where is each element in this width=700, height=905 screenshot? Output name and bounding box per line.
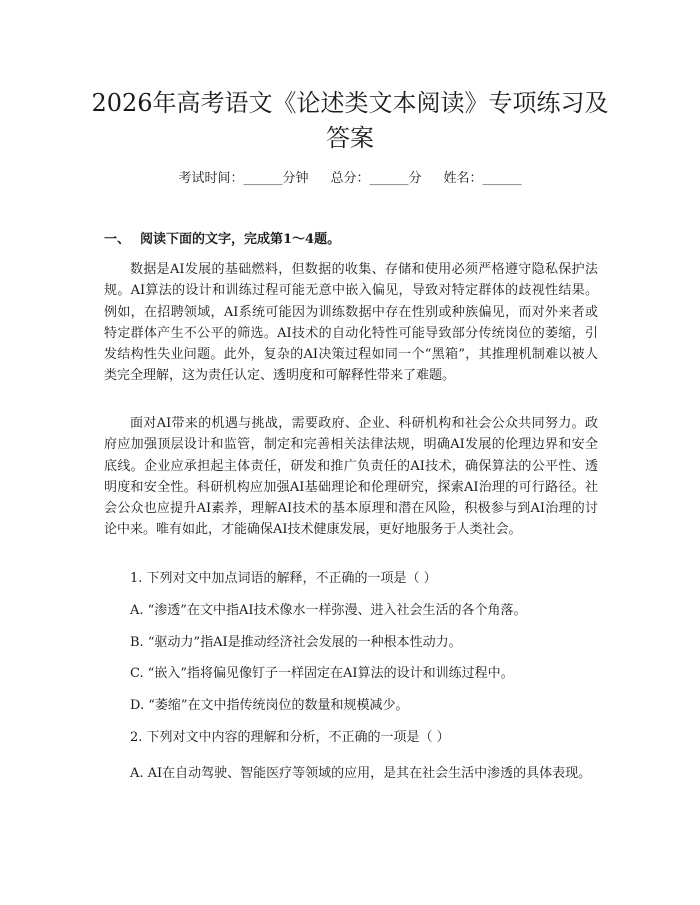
exam-info-line	[90, 170, 610, 188]
page-title: 2026年高考语文《论述类文本阅读》专项练习及答案	[91, 89, 609, 152]
answer-option: C. “嵌入”指将偏见像钉子一样固定在AI算法的设计和训练过程中。	[130, 666, 514, 681]
answer-option: B. “驱动力”指AI是推动经济社会发展的一种根本性动力。	[130, 635, 462, 650]
section-heading	[104, 231, 340, 249]
question-stem: 1. 下列对文中加点词语的解释，不正确的一项是（ ）	[130, 571, 437, 586]
exam-time-field: 考试时间：______分钟	[178, 171, 309, 186]
section-number: 一、	[104, 232, 131, 247]
student-name-field: 姓名：______	[443, 171, 522, 186]
question-stem: 2. 下列对文中内容的理解和分析，不正确的一项是（ ）	[130, 730, 450, 745]
passage-paragraph: 面对AI带来的机遇与挑战，需要政府、企业、科研机构和社会公众共同努力。政府应加强顶层设计和监管，制定和完善相关法律法规，明确AI发展的伦理边界和安全底线。企业应承担起主体责任，研发和推广负责任的AI技术，确保算法的公平性、透明度和安全性。科研机构应加强AI基础理论和伦理研究，探索AI治理的可行路径。社会公众也应提升AI素养，理解AI技术的基本原理和潜在风险，积极参与到AI治理的讨论中来。唯有如此，才能确保AI技术健康发展，更好地服务于人类社会。	[104, 416, 598, 538]
total-score-field: 总分：______分	[330, 171, 422, 186]
section-instruction: 阅读下面的文字，完成第1～4题。	[140, 232, 341, 247]
passage-paragraph: 数据是AI发展的基础燃料，但数据的收集、存储和使用必须严格遵守隐私保护法规。AI算法的设计和训练过程可能无意中嵌入偏见，导致对特定群体的歧视性结果。例如，在招聘领域，AI系统可能因为训练数据中存在性别或种族偏见，而对外来者或特定群体产生不公平的筛选。AI技术的自动化特性可能导致部分传统岗位的萎缩，引发结构性失业问题。此外，复杂的AI决策过程如同一个“黑箱”，其推理机制难以被人类完全理解，这为责任认定、透明度和可解释性带来了难题。	[104, 262, 598, 384]
answer-option: D. “萎缩”在文中指传统岗位的数量和规模减少。	[130, 698, 409, 713]
answer-option: A. “渗透”在文中指AI技术像水一样弥漫、进入社会生活的各个角落。	[130, 603, 527, 618]
answer-option: A. AI在自动驾驶、智能医疗等领域的应用，是其在社会生活中渗透的具体表现。	[130, 766, 592, 781]
